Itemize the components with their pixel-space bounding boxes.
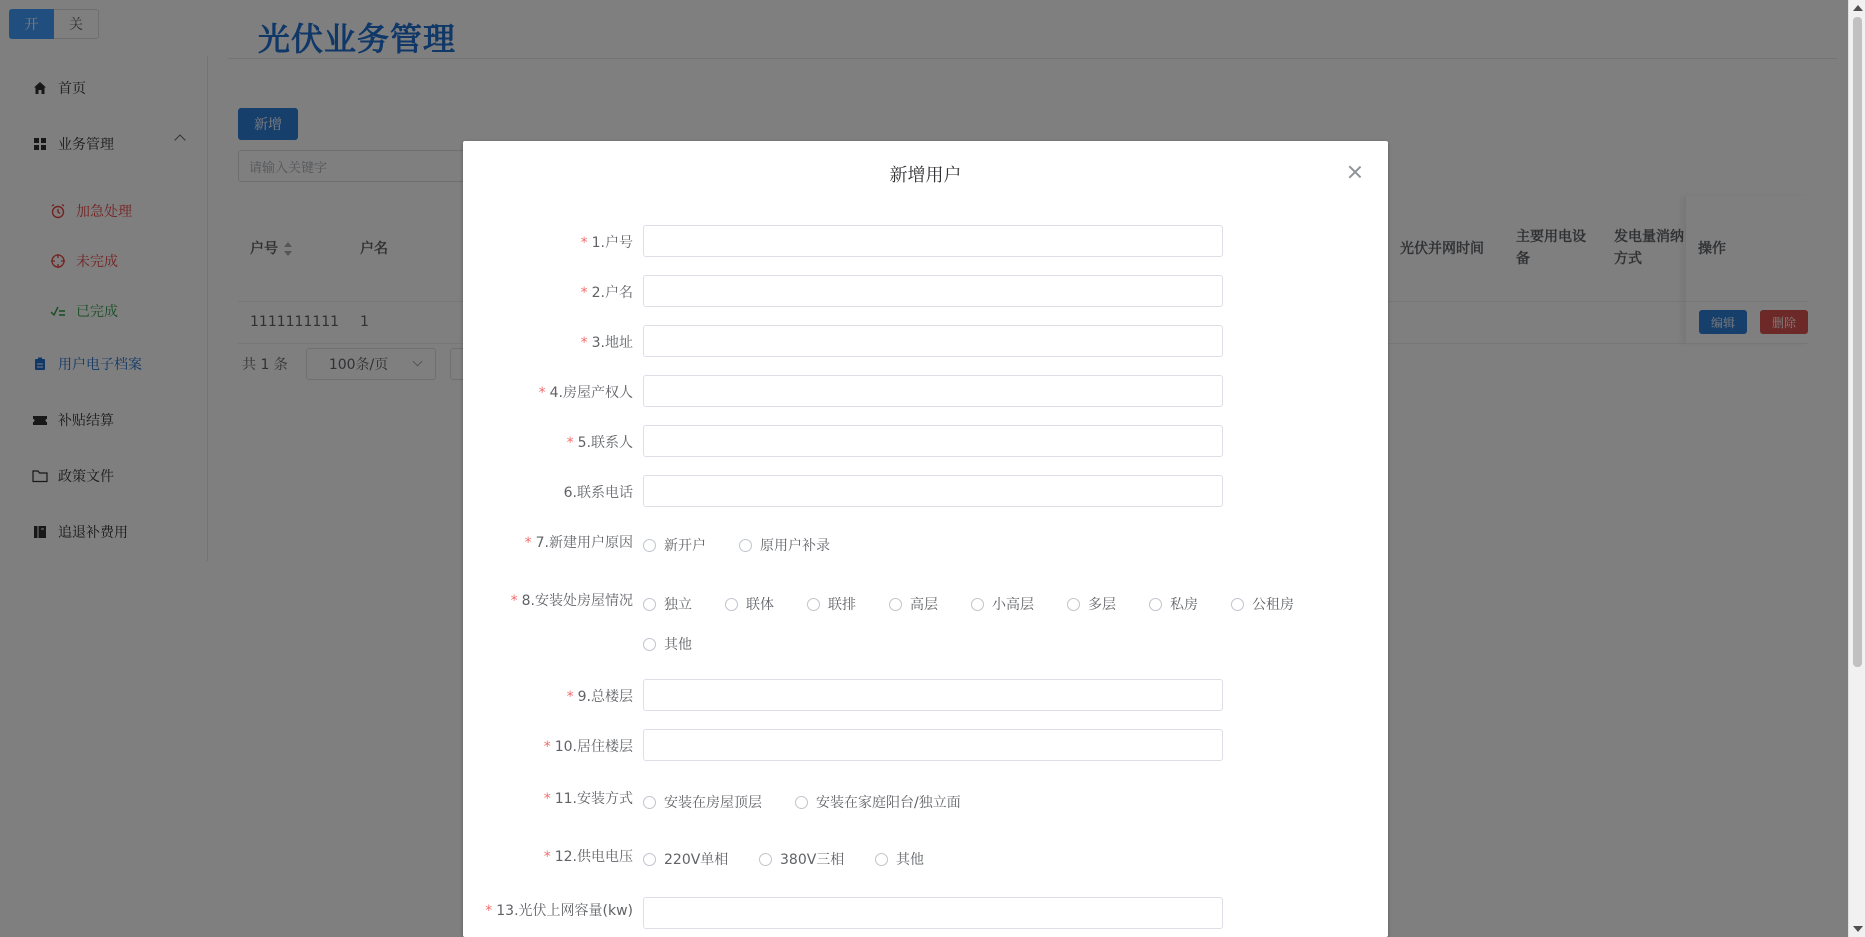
label-text: 3.地址 [591, 335, 633, 351]
radio-label: 高层 [910, 597, 938, 613]
label-text: 7.新建用户原因 [535, 535, 633, 551]
add-user-dialog [463, 141, 1388, 937]
radio-house-multistory[interactable] [1067, 594, 1116, 614]
radio-install-rooftop[interactable] [643, 792, 762, 812]
label-address [581, 332, 633, 352]
radio-label: 安装在房屋顶层 [664, 795, 762, 811]
label-text: 11.安装方式 [554, 791, 633, 807]
label-capacity [485, 900, 633, 920]
label-contact [567, 432, 633, 452]
required-marker: * [566, 435, 574, 451]
radio-label: 其他 [664, 637, 692, 653]
required-marker: * [485, 903, 493, 919]
required-marker: * [524, 535, 532, 551]
required-marker: * [543, 849, 551, 865]
label-text: 8.安装处房屋情况 [521, 593, 633, 609]
radio-house-other[interactable] [643, 634, 692, 654]
label-text: 5.联系人 [577, 435, 633, 451]
label-account-no [581, 232, 633, 252]
radio-circle [643, 598, 656, 611]
account-no-input[interactable] [643, 225, 1223, 257]
radio-house-highrise[interactable] [889, 594, 938, 614]
label-text: 9.总楼层 [577, 689, 633, 705]
radio-house-public-rental[interactable] [1231, 594, 1294, 614]
radio-label: 小高层 [992, 597, 1034, 613]
phone-input[interactable] [643, 475, 1223, 507]
radio-house-private[interactable] [1149, 594, 1198, 614]
radio-label: 联体 [746, 597, 774, 613]
scroll-down-arrow-icon[interactable] [1853, 926, 1863, 932]
radio-circle [643, 638, 656, 651]
label-text: 2.户名 [591, 285, 633, 301]
radio-circle [1149, 598, 1162, 611]
dialog-title: 新增用户 [889, 165, 962, 186]
radio-install-balcony[interactable] [795, 792, 961, 812]
radio-label: 220V单相 [664, 852, 729, 868]
radio-circle [807, 598, 820, 611]
required-marker: * [543, 739, 551, 755]
scrollbar[interactable] [1848, 0, 1865, 937]
radio-circle [739, 539, 752, 552]
label-house [511, 590, 633, 610]
radio-circle [725, 598, 738, 611]
radio-circle [1067, 598, 1080, 611]
label-total-floors [567, 686, 633, 706]
required-marker: * [538, 385, 546, 401]
radio-circle [759, 853, 772, 866]
label-install-method [544, 788, 633, 808]
required-marker: * [566, 689, 574, 705]
label-account-name [581, 282, 633, 302]
radio-voltage-380[interactable] [759, 849, 844, 869]
label-text: 1.户号 [591, 235, 633, 251]
radio-label: 新开户 [664, 538, 706, 554]
radio-voltage-220[interactable] [643, 849, 728, 869]
radio-circle [971, 598, 984, 611]
address-input[interactable] [643, 325, 1223, 357]
label-text: 13.光伏上网容量(kw) [496, 903, 633, 919]
radio-label: 380V三相 [780, 852, 845, 868]
radio-circle [643, 853, 656, 866]
scroll-thumb[interactable] [1853, 17, 1862, 667]
close-icon[interactable] [1348, 165, 1362, 179]
living-floor-input[interactable] [643, 729, 1223, 761]
radio-house-row[interactable] [807, 594, 856, 614]
radio-circle [889, 598, 902, 611]
required-marker: * [580, 235, 588, 251]
radio-label: 其他 [896, 852, 924, 868]
label-reason [525, 532, 633, 552]
radio-house-detached[interactable] [643, 594, 692, 614]
label-text: 4.房屋产权人 [549, 385, 633, 401]
required-marker: * [543, 791, 551, 807]
radio-circle [875, 853, 888, 866]
radio-voltage-other[interactable] [875, 849, 924, 869]
radio-label: 原用户补录 [760, 538, 830, 554]
owner-input[interactable] [643, 375, 1223, 407]
required-marker: * [580, 285, 588, 301]
radio-circle [643, 539, 656, 552]
label-text: 10.居住楼层 [554, 739, 633, 755]
radio-label: 多层 [1088, 597, 1116, 613]
radio-house-midrise[interactable] [971, 594, 1034, 614]
radio-label: 联排 [828, 597, 856, 613]
required-marker: * [510, 593, 518, 609]
radio-label: 私房 [1170, 597, 1198, 613]
capacity-input[interactable] [643, 897, 1223, 929]
label-living-floor [544, 736, 633, 756]
required-marker: * [580, 335, 588, 351]
total-floors-input[interactable] [643, 679, 1223, 711]
scroll-up-arrow-icon[interactable] [1853, 5, 1863, 11]
label-voltage [544, 846, 633, 866]
label-phone [564, 482, 633, 502]
radio-label: 独立 [664, 597, 692, 613]
account-name-input[interactable] [643, 275, 1223, 307]
radio-circle [1231, 598, 1244, 611]
radio-circle [795, 796, 808, 809]
label-owner [539, 382, 633, 402]
radio-label: 安装在家庭阳台/独立面 [816, 795, 961, 811]
radio-reason-supplement[interactable] [739, 535, 830, 555]
label-text: 6.联系电话 [563, 485, 633, 501]
label-text: 12.供电电压 [554, 849, 633, 865]
contact-input[interactable] [643, 425, 1223, 457]
radio-house-semi[interactable] [725, 594, 774, 614]
radio-reason-new[interactable] [643, 535, 706, 555]
radio-circle [643, 796, 656, 809]
radio-label: 公租房 [1252, 597, 1294, 613]
